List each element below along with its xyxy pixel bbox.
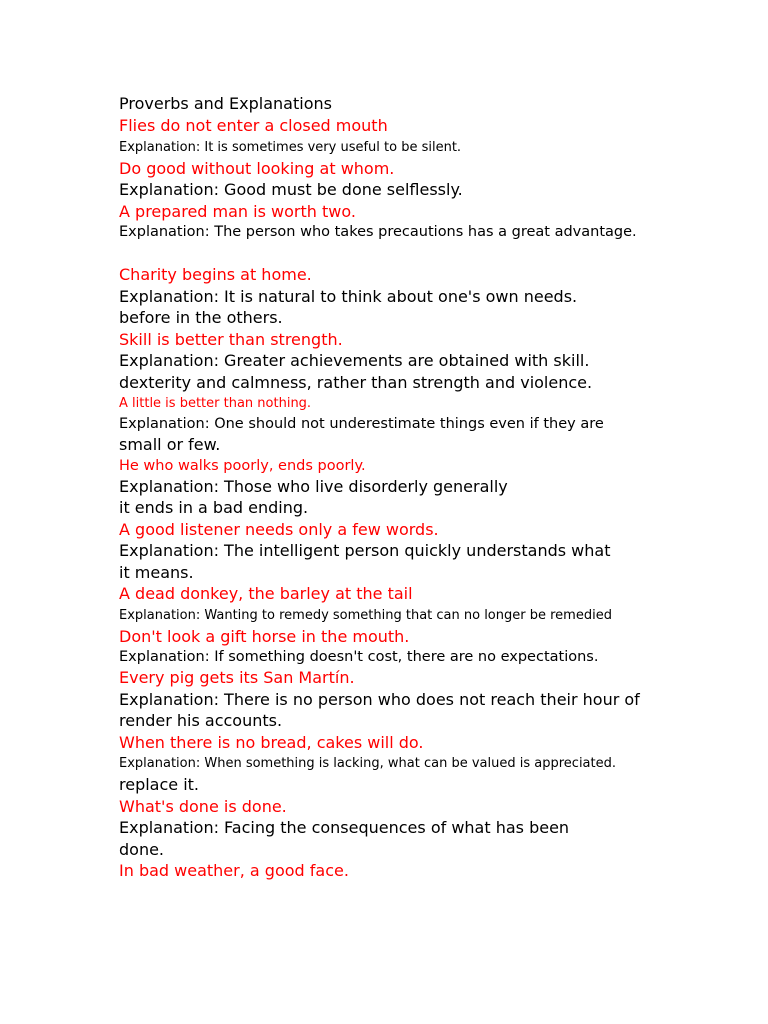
explanation-line: small or few. xyxy=(119,435,221,454)
proverb-line: Every pig gets its San Martín. xyxy=(119,668,355,687)
explanation-line: Explanation: Good must be done selflessly. xyxy=(119,180,463,199)
explanation-line: Explanation: Those who live disorderly generally xyxy=(119,476,508,496)
proverb-line: Charity begins at home. xyxy=(119,265,312,284)
explanation-line: Explanation: Wanting to remedy something that can no longer be remedied xyxy=(119,607,612,623)
explanation-line: Explanation: It is sometimes very useful to be silent. xyxy=(119,139,462,155)
proverb-line: Do good without looking at whom. xyxy=(119,158,395,178)
proverb-line: He who walks poorly, ends poorly. xyxy=(119,457,366,474)
proverb-line: A prepared man is worth two. xyxy=(119,201,356,221)
explanation-line: Explanation: There is no person who does not reach their hour of xyxy=(119,689,640,709)
explanation-line: Explanation: It is natural to think about one's own needs. xyxy=(119,286,578,306)
proverb-line: Don't look a gift horse in the mouth. xyxy=(119,626,410,646)
explanation-line: Explanation: The person who takes precautions has a great advantage. xyxy=(119,224,637,240)
explanation-line: replace it. xyxy=(119,775,200,794)
explanation-line: Explanation: When something is lacking, what can be valued is appreciated. xyxy=(119,756,616,771)
explanation-line: Explanation: The intelligent person quickly understands what xyxy=(119,541,611,560)
explanation-line: Explanation: If something doesn't cost, there are no expectations. xyxy=(119,649,599,665)
document-page xyxy=(119,93,749,882)
proverb-line: Skill is better than strength. xyxy=(119,329,343,349)
blank-line xyxy=(119,242,749,264)
proverb-line: A dead donkey, the barley at the tail xyxy=(119,584,413,603)
proverb-line: Flies do not enter a closed mouth xyxy=(119,116,388,135)
proverb-line: A good listener needs only a few words. xyxy=(119,519,439,539)
explanation-line: Explanation: Greater achievements are obtained with skill. xyxy=(119,351,590,370)
proverb-line: What's done is done. xyxy=(119,796,287,816)
explanation-line: before in the others. xyxy=(119,308,283,327)
proverb-line: In bad weather, a good face. xyxy=(119,861,349,880)
explanation-line: done. xyxy=(119,839,165,859)
explanation-line: Explanation: One should not underestimate things even if they are xyxy=(119,416,604,432)
proverb-line: A little is better than nothing. xyxy=(119,396,312,411)
page-title: Proverbs and Explanations xyxy=(119,94,332,113)
explanation-line: render his accounts. xyxy=(119,711,283,730)
proverb-line: When there is no bread, cakes will do. xyxy=(119,732,424,752)
explanation-line: it ends in a bad ending. xyxy=(119,498,309,517)
explanation-line: Explanation: Facing the consequences of what has been xyxy=(119,818,570,837)
explanation-line: dexterity and calmness, rather than strength and violence. xyxy=(119,372,593,392)
explanation-line: it means. xyxy=(119,562,194,582)
